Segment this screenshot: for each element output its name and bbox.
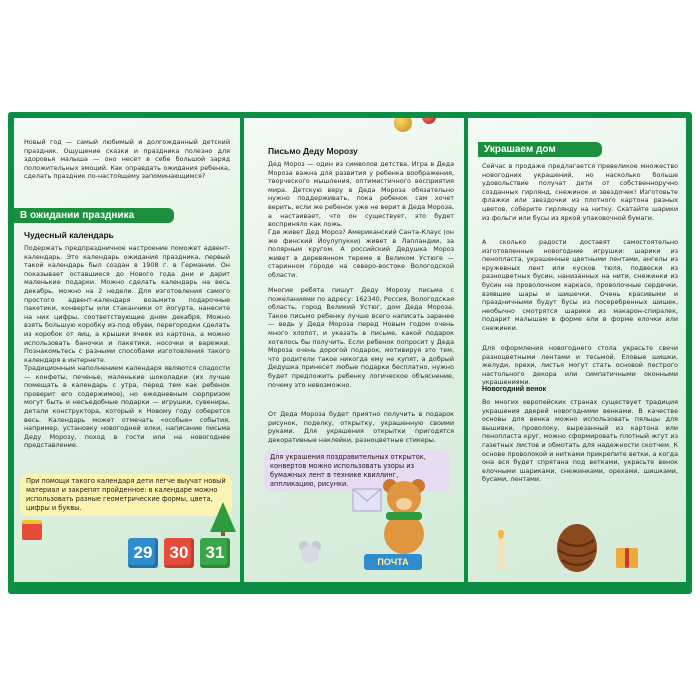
gift-ribbon — [22, 520, 42, 524]
pine-cone-icon — [554, 518, 600, 574]
paragraph: Подержать предпраздничное настроение поможет адвент-календарь. Это календарь ожидания праздника, первый такой календарь был создан в 1908 г. в Германии. Он показывает оставшиеся до Нового года дни и дарит маленькие подарки. Можно сделать календарь на весь декабрь, можно на 2 недели. Для изготовления самого простого адвент-календаря возьмите подарочные пакетики, конверты или стаканчики от йогурта, нанесите на них цифры, соответствующие дням декабря. Можно взять большую коробку из-под обуви, перегородки сделать из коробок от яиц, а крышки ячеек из картона, а можно использовать баночки и пакетики, носочки и варежки. Познакомьтесь с разными способами изготовления такого календаря в интернете. — [24, 244, 230, 364]
calendar-cube-icon: 29 — [128, 538, 158, 568]
calendar-cube-icon: 31 — [200, 538, 230, 568]
ornament-icon — [422, 118, 436, 124]
teddy-bear-icon — [374, 476, 434, 554]
section-title: Украшаем дом — [478, 142, 602, 157]
letter-title: Письмо Деду Морозу — [268, 146, 358, 156]
paragraph: Для оформления новогоднего стола украсьте свечи разноцветными лентами и тесьмой. Еловые шишки, желуди, орехи, листья могут стать основой пестрого настольного декора или симпатичными оконными украшениями. — [482, 344, 678, 387]
paragraph: Во многих европейских странах существует традиция украшения дверей новогодними венками. В качестве основы для венка можно использовать пяльцы для вышивки, проволоку, вырезанный из картона или пенопласта круг, можно сформировать плотный жгут из газетных листов и обмотать для надежности скотчем. К основе проволокой и нитками прикрепите ветки, а когда она вся будет спрятана под ветками, украсьте венок елочными шариками, снежинками, орехами, шишками, бусами, лентами. — [482, 398, 678, 484]
mouse-icon — [298, 540, 322, 564]
calendar-cube-icon: 30 — [164, 538, 194, 568]
paragraph: Дед Мороз — один из символов детства. Игра в Деда Мороза важна для развития у ребенка воображения, творческого мышления, оптимистичного восприятия мира. Детскую веру в Деда Мороза обязательно нужно поддерживать, пока ребенок сам хочет верить, если же ребенок уже не верит в Деда Мороза, а настаивает, что он существует, это будет восприняло как ложь. — [268, 160, 454, 229]
panel-right — [468, 118, 686, 582]
mail-sign: ПОЧТА — [364, 554, 422, 570]
candle-icon — [494, 530, 508, 570]
intro-text: Новый год — самый любимый и долгожданный детский праздник. Ощущение сказки и праздника полезно для здоровья малыша — оно несет в себе большой заряд положительных эмоций. Как оправдать ожидания ребенка, сделать праздник по-настоящему запоминающимся? — [24, 138, 230, 181]
tip-note: При помощи такого календаря дети легче выучат новый материал и закрепят пройденное: в календаре можно использовать разные геометрические формы, цвета, цифры и буквы. — [20, 474, 232, 516]
section-title: В ожидании праздника — [14, 208, 174, 223]
christmas-tree-icon — [210, 502, 236, 536]
paragraph: Традиционным наполнением календаря являются сладости — конфеты, печенье, маленькие шоколадки (их лучше помещать в календарь с утра, перед тем как ребенок проверит его содержимое), но ежедневным сюрпризом могут быть и несъедобные подарки — игрушки, сувениры, детали конструктора, который к Новому году соберется весь. Календарь может отмечать «особые» события, например, установку новогодней елки, написание письма Деду Морозу, поход в гости или на новогоднее представление. — [24, 364, 230, 450]
panel-left — [14, 118, 240, 582]
brochure-sheet — [8, 112, 692, 594]
gift-ribbon — [625, 548, 629, 568]
gift-icon — [22, 522, 42, 540]
subtitle: Чудесный календарь — [24, 230, 114, 240]
envelope-icon — [352, 488, 382, 512]
subtitle: Новогодний венок — [482, 386, 547, 393]
paragraph: Многие ребята пишут Деду Морозу письма с пожеланиями по адресу: 162340, Россия, Вологодская область, город Великий Устюг, дом Деда Мороза. Такое письмо ребенку лучше всего написать заранее — ведь у Деда Мороза перед Новым годом очень много хлопот, и указать в письме, какой подарок хотелось бы получить. Если ребенок попросит у Деда Мороза очень дорогой подарок, мотивируя это тем, что родители такое никогда ему не купят, а добрый Дедушка принесет любые подарки бесплатно, нужно будет предложить ребенку логическое объяснение, почему это невозможно. — [268, 286, 454, 389]
paragraph: Где живет Дед Мороз? Американский Санта-Клаус (он же финский Йоулупукки) живет в Лапландии, за полярным кругом. А российский Дедушка Мороз живет в деревянном тереме в Великом Устюге — старинном городе на северо-востоке Вологодской области. — [268, 228, 454, 279]
paragraph: Сейчас в продаже предлагается превеликое множество новогодних украшений, но насколько больше удовольствие получат дети от собственноручно созданных гирлянд, снежинок и звездочек! Изготовьте флажки или звездочки из плотного картона разных цветов, соберите гирлянду на нитку. Скатайте шарики из фольги или бусы из яркой упаковочной бумаги. — [482, 162, 678, 222]
tip-note: Для украшения поздравительных открыток, конвертов можно использовать узоры из бумажных лент в технике квиллинг, аппликацию, рисунки. — [264, 450, 450, 492]
ornament-icon — [394, 118, 412, 132]
panel-middle — [244, 118, 464, 582]
paragraph: А сколько радости доставят самостоятельно изготовленные новогодние игрушки: шарики из пенопласта, украшенные цветными лентами, ангелы из кружевных лент или кусков тюля, подвески из разноцветных бусин, нанизанных на нити, снежинки из бусин на проволочном каркасе, проволочные сердечки, взявшие шары и шишечки. Очень красивыми и праздничными будут бусы из посеребренных шишек, необычно смотрятся шарики из макарон-спиралек, подарит малышам в форме ели в форме елочки или снежинки. — [482, 238, 678, 332]
paragraph: От Деда Мороза будет приятно получить в подарок рисунок, поделку, открытку, украшенную своими руками. Для украшения открытки пригодятся декоративные наклейки, разноцветные стикеры. — [268, 410, 454, 444]
